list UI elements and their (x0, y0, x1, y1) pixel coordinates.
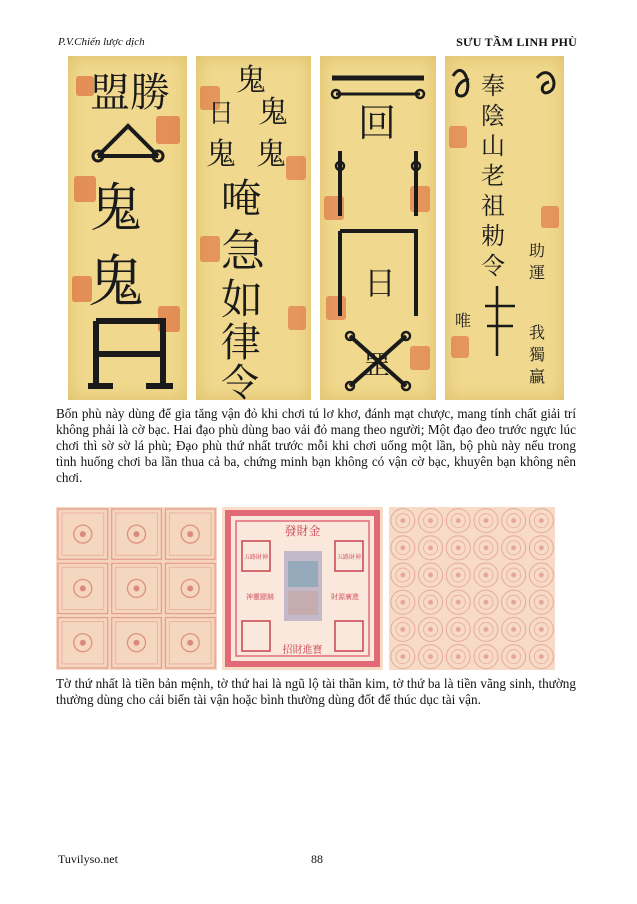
page-number: 88 (311, 852, 323, 866)
footer-site: Tuvilyso.net (58, 852, 118, 866)
talisman-2-glyph-9: 律 (221, 320, 261, 366)
talisman-2-glyph-8: 如 (221, 275, 264, 324)
paper-money-image-2 (222, 507, 383, 670)
note-2-left-box-text: 五路財神 (243, 554, 269, 561)
note-2-bottom-text: 招財進寶 (282, 645, 323, 656)
note-2-right-box-text: 五路財神 (336, 554, 362, 561)
talisman-4-glyph-8: 助 (529, 241, 546, 260)
talisman-image-1 (68, 56, 187, 400)
talisman-2-glyph-1: 鬼 (236, 63, 266, 98)
talisman-4-glyph-9: 運 (529, 263, 546, 282)
talisman-4-glyph-5: 祖 (481, 192, 505, 220)
talisman-4-glyph-7: 令 (481, 252, 505, 280)
paper-money-image-1 (56, 507, 217, 670)
header-left: P.V.Chiến lược dịch (58, 36, 145, 48)
talisman-2-glyph-5: 鬼 (256, 137, 286, 172)
note-2-center-left-text: 神靈顯赫 (246, 593, 274, 601)
talisman-2-glyph-2: 日 (208, 99, 235, 129)
talisman-3-glyph-3: 罡 (364, 351, 391, 381)
paper-money-image-3 (389, 507, 555, 670)
talisman-4-glyph-10: 唯 (455, 311, 472, 330)
talisman-2-glyph-4: 鬼 (206, 137, 236, 172)
talisman-1-glyph-2: 勝 (130, 70, 170, 116)
talisman-4-glyph-2: 陰 (481, 102, 505, 130)
talisman-image-3 (320, 56, 436, 400)
talisman-image-2 (196, 56, 311, 400)
talisman-2-glyph-3: 鬼 (258, 95, 288, 130)
talisman-3-glyph-2: 日 (364, 264, 397, 302)
talisman-4-glyph-13: 贏 (529, 367, 546, 386)
note-2-center-right-text: 財源廣進 (331, 593, 359, 601)
note-2-top-text: 發財金 (284, 524, 321, 538)
talisman-4-glyph-12: 獨 (529, 345, 546, 364)
paragraph-paper-money: Tờ thứ nhất là tiền bản mệnh, tờ thứ hai là ngũ lộ tài thần kim, tờ thứ ba là tiền vãng sinh, thường thường dùng cho cải biến tài vận hoặc bình thường dùng đốt để thúc dục tài vận. (56, 676, 576, 707)
talisman-image-4 (445, 56, 564, 400)
header-right: SƯU TẦM LINH PHÙ (456, 35, 577, 49)
talisman-1-glyph-1: 盟 (90, 70, 130, 116)
talisman-4-glyph-11: 我 (529, 323, 546, 342)
talisman-1-glyph-4: 鬼 (88, 250, 144, 315)
talisman-row (68, 56, 564, 400)
talisman-3-glyph-1: 回 (358, 101, 397, 145)
talisman-4-glyph-4: 老 (481, 162, 505, 190)
talisman-4-glyph-1: 奉 (481, 72, 505, 100)
talisman-4-glyph-6: 勅 (481, 222, 505, 250)
talisman-2-glyph-7: 急 (221, 226, 265, 277)
paragraph-talismans: Bốn phù này dùng để gia tăng vận đỏ khi chơi tú lơ khơ, đánh mạt chược, mang tính chất giải trí không phải là cờ bạc. Hai đạo phù dùng bao vải đỏ mang theo người; Một đạo đeo trước ngực lúc chơi thì sờ sờ lá phù; Đạo phù thứ nhất trước mỗi khi chơi uống một lần, bộ phù này nếu trong tình huống chơi ba lần thua cả ba, chứng minh bạn không có vận cờ bạc, khuyên bạn không nên chơi. (56, 406, 576, 485)
talisman-2-glyph-10: 令 (221, 361, 260, 400)
talisman-2-glyph-6: 唵 (221, 176, 261, 222)
talisman-4-glyph-3: 山 (481, 132, 505, 160)
talisman-1-glyph-3: 鬼 (90, 179, 143, 239)
